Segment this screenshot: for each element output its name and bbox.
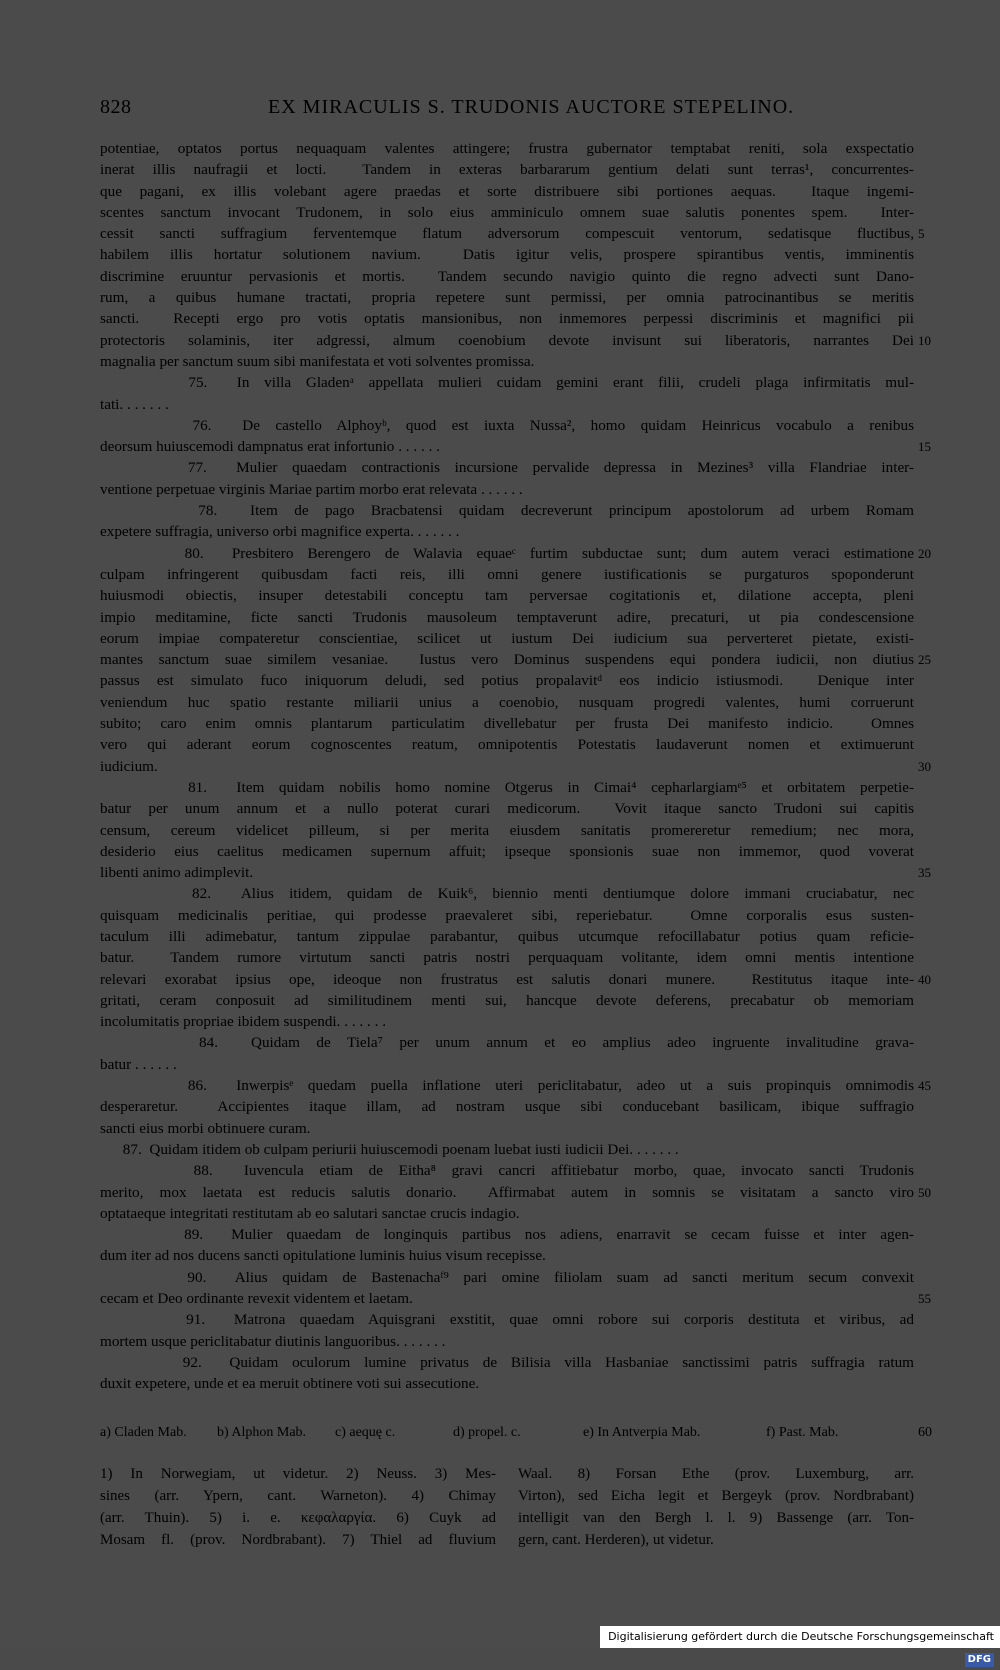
dfg-logo: DFG xyxy=(965,1653,994,1667)
text-line-content: 78. Item de pago Bracbatensi quidam decreverunt principum apostolorum ad urbem Romam xyxy=(100,502,914,520)
text-line xyxy=(100,1203,914,1224)
text-line xyxy=(100,841,914,862)
text-line-content: 88. Iuvencula etiam de Eitha⁸ gravi cancri affitiebatur morbo, quae, invocato sancti Trudonis xyxy=(100,1162,914,1180)
text-line xyxy=(100,159,914,180)
variant-note-a: a) Claden Mab. xyxy=(100,1425,187,1440)
text-line-content: magnalia per sanctum suum sibi manifestata et voti solventes promissa. xyxy=(100,352,535,370)
line-number: 20 xyxy=(918,545,931,561)
footnote-line: Mosam fl. (prov. Nordbrabant). 7) Thiel ad fluvium xyxy=(100,1532,496,1548)
footnote-line: Virton), sed Eicha legit et Bergeyk (prov. Nordbrabant) xyxy=(518,1488,914,1504)
text-line xyxy=(100,1032,914,1053)
text-line-content: desperaretur. Accipientes itaque illam, ad nostram usque sibi conducebant basilicam, ibique suffragio xyxy=(100,1098,914,1116)
text-line-content: scentes sanctum invocant Trudonem, in solo eius amminiculo omnem suae salutis ponentes spem. Inter- xyxy=(100,203,914,221)
text-line xyxy=(100,862,931,883)
text-line xyxy=(100,1139,914,1160)
text-line-content: rum, a quibus humane tractati, propria repetere sunt permissi, per omnia patrocinantibus se meritis xyxy=(100,289,914,307)
text-line-content: protectoris solaminis, iter adgressi, almum coenobium devote invisunt sui liberatoris, narrantes Dei xyxy=(100,331,914,349)
text-line-content: 84. Quidam de Tiela⁷ per unum annum et eo amplius adeo ingruente invalitudine grava- xyxy=(100,1034,914,1052)
text-line xyxy=(100,1011,914,1032)
line-number: 10 xyxy=(918,332,931,348)
text-line-content: eorum impiae compateretur conscientiae, scilicet ut iustum Dei iudicium sua perverteret pietate, existi- xyxy=(100,629,914,647)
text-line xyxy=(100,585,914,606)
variant-notes xyxy=(100,1425,932,1447)
text-line-content: duxit expetere, unde et ea meruit obtinere voti sui assecutione. xyxy=(100,1375,480,1393)
text-line xyxy=(100,223,925,244)
text-line-content: iudicium. xyxy=(100,757,158,775)
text-line xyxy=(100,564,914,585)
line-number-60: 60 xyxy=(918,1425,932,1440)
text-line xyxy=(100,457,914,478)
text-line-content: huiusmodi obiectis, insuper detestabili conceptu tam perversae cogitationis et, dilatione accepta, pleni xyxy=(100,587,914,605)
text-line-content: culpam infringerent quibusdam facti reis, illi omni genere iustificationis se purgaturos spoponderunt xyxy=(100,565,914,583)
variant-note-b: b) Alphon Mab. xyxy=(217,1425,307,1440)
text-line xyxy=(100,1331,914,1352)
text-line-content: quisquam medicinalis peritiae, qui prodesse praevaleret sibi, reperiebatur. Omne corporalis esus susten- xyxy=(100,906,914,924)
text-line-content: 86. Inwerpisᵉ quedam puella inflatione uteri periclitabatur, adeo ut a suis propinquis omnimodis xyxy=(100,1077,914,1095)
text-line-content: 81. Item quidam nobilis homo nomine Otgerus in Cimai⁴ cepharlargiamᵉ⁵ et orbitatem perpetie- xyxy=(100,778,914,796)
variant-note-c: c) aequę c. xyxy=(335,1425,396,1440)
text-line xyxy=(100,266,914,287)
digitization-footer xyxy=(600,1626,1000,1665)
line-number: 30 xyxy=(918,758,931,774)
text-line xyxy=(100,1245,914,1266)
footnote-line: sines (arr. Ypern, cant. Warneton). 4) Chimay xyxy=(100,1488,496,1504)
text-line xyxy=(100,649,931,670)
text-line-content: deorsum huiuscemodi dampnatus erat infortunio . . . . . . xyxy=(100,438,440,456)
text-line-content: ventione perpetuae virginis Mariae partim morbo erat relevata . . . . . . xyxy=(100,480,523,498)
text-line xyxy=(100,181,914,202)
text-line xyxy=(100,777,914,798)
variant-note-e: e) In Antverpia Mab. xyxy=(583,1425,701,1440)
text-line xyxy=(100,351,914,372)
footnote-line: intelligit van den Bergh l. l. 9) Bassenge (arr. Ton- xyxy=(518,1510,914,1526)
text-line xyxy=(100,905,914,926)
line-number: 45 xyxy=(918,1078,931,1094)
text-line-content: veniendum huc spatio restante miliarii unius a coenobio, nusquam progredi valentes, humi corruerunt xyxy=(100,693,914,711)
text-line-content: 75. In villa Gladenᵃ appellata mulieri cuidam gemini erant filii, crudeli plaga infirmitatis mul- xyxy=(100,374,914,392)
main-text xyxy=(100,138,931,1395)
text-line xyxy=(100,1352,914,1373)
line-number: 55 xyxy=(918,1291,931,1307)
footnote-line: (arr. Thuin). 5) i. e. κεφαλαργία. 6) Cuyk ad xyxy=(100,1510,496,1526)
text-line xyxy=(100,713,914,734)
text-line-content: batur . . . . . . xyxy=(100,1055,177,1073)
text-line xyxy=(100,947,914,968)
text-line xyxy=(100,436,931,457)
text-line xyxy=(100,1118,914,1139)
text-line-content: habilem illis hortatur solutionem navium. Datis igitur velis, prospere spirantibus ventis, imminentis xyxy=(100,246,914,264)
text-line xyxy=(100,1182,931,1203)
text-line xyxy=(100,202,914,223)
text-line xyxy=(100,500,914,521)
text-line xyxy=(100,756,931,777)
text-line xyxy=(100,607,914,628)
text-line xyxy=(100,479,914,500)
text-line xyxy=(100,521,914,542)
text-line xyxy=(100,330,931,351)
text-line-content: 77. Mulier quaedam contractionis incursione pervalide depressa in Mezines³ villa Flandriae inter- xyxy=(100,459,914,477)
text-line-content: 80. Presbitero Berengero de Walavia equaeᶜ furtim subductae sunt; dum autem veraci estimatione xyxy=(100,544,914,562)
text-line-content: sancti eius morbi obtinuere curam. xyxy=(100,1119,311,1137)
text-line-content: libenti animo adimplevit. xyxy=(100,864,254,882)
text-line-content: 87. Quidam itidem ob culpam periurii huiuscemodi poenam luebat iusti iudicii Dei. . . . . . . xyxy=(100,1140,679,1158)
text-line xyxy=(100,1160,914,1181)
text-line xyxy=(100,372,914,393)
text-line-content: 76. De castello Alphoyᵇ, quod est iuxta Nussa², homo quidam Heinricus vocabulo a renibus xyxy=(100,416,914,434)
text-line xyxy=(100,138,914,159)
text-line xyxy=(100,394,914,415)
text-line-content: 92. Quidam oculorum lumine privatus de Bilisia villa Hasbaniae sanctissimi patris suffragia ratum xyxy=(100,1353,914,1371)
text-line xyxy=(100,543,931,564)
text-line-content: batur. Tandem rumore virtutum sancti patris nostri perquaquam volitante, idem omni mentis intentione xyxy=(100,949,914,967)
text-line xyxy=(100,1075,931,1096)
footnotes-left-column xyxy=(100,1463,496,1551)
page-number: 828 xyxy=(100,96,132,118)
text-line xyxy=(100,244,914,265)
text-line xyxy=(100,883,914,904)
text-line xyxy=(100,1096,914,1117)
text-line-content: impio meditamine, ficte sancti Trudonis mausoleum temptaverunt adire, precaturi, ut pia condescensione xyxy=(100,608,914,626)
text-line xyxy=(100,734,914,755)
text-line-content: discrimine eruuntur pervasionis et mortis. Tandem secundo navigio quinto die regno advecti sunt Dano- xyxy=(100,267,914,285)
text-line xyxy=(100,926,914,947)
footnotes-right-column xyxy=(518,1463,914,1551)
text-line-content: batur per unum annum et a nullo poterat curari medicorum. Vovit itaque sancto Trudoni sui capitis xyxy=(100,800,914,818)
line-number: 25 xyxy=(918,652,931,668)
footnote-line: 1) In Norwegiam, ut videtur. 2) Neuss. 3) Mes- xyxy=(100,1466,496,1482)
text-line xyxy=(100,990,914,1011)
line-number: 35 xyxy=(918,865,931,881)
text-line-content: cessit sancti suffragium ferventemque flatum adversorum compescuit ventorum, sedatisque fluctibus, xyxy=(100,225,914,243)
text-line-content: desiderio eius caelitus medicamen supernum affuit; ipseque sponsionis suae non immemor, quod voverat xyxy=(100,842,914,860)
footnote-line: Waal. 8) Forsan Ethe (prov. Luxemburg, arr. xyxy=(518,1466,914,1482)
text-line-content: tati. . . . . . . xyxy=(100,395,169,413)
text-line xyxy=(100,415,914,436)
footer-text: Digitalisierung gefördert durch die Deutsche Forschungsgemeinschaft xyxy=(608,1630,994,1643)
text-line xyxy=(100,1224,914,1245)
text-line-content: optataeque integritati restitutam ab eo salutari sanctae crucis indagio. xyxy=(100,1204,520,1222)
text-line-content: subito; caro enim omnis plantarum particulatim divellebatur per frusta Dei manifesto indicio. Omnes xyxy=(100,715,914,733)
text-line-content: vero qui aderant eorum cognoscentes reatum, omnipotentis Potestatis laudaverunt nomen et extimuerunt xyxy=(100,736,914,754)
text-line xyxy=(100,798,914,819)
text-line-content: inerat illis naufragii et locti. Tandem in exteras barbararum gentium delati sunt terras¹, concurrentes- xyxy=(100,161,914,179)
line-number: 50 xyxy=(918,1184,931,1200)
text-line-content: que pagani, ex illis volebant agere praedas et sorte distribuere sibi portiones aequas. Itaque ingemi- xyxy=(100,182,914,200)
text-line-content: 91. Matrona quaedam Aquisgrani exstitit, quae omni robore sui corporis destituta et viribus, ad xyxy=(100,1311,914,1329)
text-line-content: mortem usque periclitabatur diutinis languoribus. . . . . . . xyxy=(100,1332,446,1350)
text-line xyxy=(100,820,914,841)
text-line-content: censum, cereum videlicet pilleum, si per merita eiusdem sanitatis promereretur remedium; nec mora, xyxy=(100,821,914,839)
text-line xyxy=(100,628,914,649)
text-line xyxy=(100,1054,914,1075)
text-line xyxy=(100,1309,914,1330)
text-line-content: incolumitatis propriae ibidem suspendi. . . . . . . xyxy=(100,1013,386,1031)
footnote-line: gern, cant. Herderen), ut videtur. xyxy=(518,1532,714,1548)
variant-note-d: d) propel. c. xyxy=(453,1425,521,1440)
text-line xyxy=(100,1267,914,1288)
text-line xyxy=(100,1288,931,1309)
text-line xyxy=(100,969,931,990)
text-line-content: taculum illi adimebatur, tantum zippulae parabantur, quibus utcumque refocillabatur potius quam reficie- xyxy=(100,927,914,945)
text-line-content: 89. Mulier quaedam de longinquis partibus nos adiens, enarravit se cecam fuisse et inter agen- xyxy=(100,1226,914,1244)
text-line-content: merito, mox laetata est reducis salutis donario. Affirmabat autem in somnis se visitatam a sancto viro xyxy=(100,1183,914,1201)
text-line-content: sancti. Recepti ergo pro votis optatis mansionibus, non inmemores perpessi discriminis et magnifici pii xyxy=(100,310,914,328)
variant-note-f: f) Past. Mab. xyxy=(766,1425,839,1440)
text-line xyxy=(100,287,914,308)
text-line-content: mantes sanctum suae similem vesaniae. Iustus vero Dominus suspendens equi pondera iudicii, non diutius xyxy=(100,651,914,669)
running-title: EX MIRACULIS S. TRUDONIS AUCTORE STEPELINO. xyxy=(268,96,795,118)
text-line xyxy=(100,692,914,713)
text-line-content: potentiae, optatos portus nequaquam valentes attingere; frustra gubernator temptabat reniti, sola exspectatio xyxy=(100,140,914,157)
text-line-content: 90. Alius quidam de Bastenachaᶠ⁹ pari omine filiolam suam ad sancti meritum secum convexit xyxy=(100,1268,914,1286)
text-line xyxy=(100,308,914,329)
text-line xyxy=(100,670,914,691)
text-line-content: gritati, ceram conposuit ad similitudinem menti sui, hancque devote deferens, precabatur ob memoriam xyxy=(100,991,914,1009)
text-line-content: 82. Alius itidem, quidam de Kuik⁶, biennio menti dentiumque dolore immani cruciabatur, nec xyxy=(100,885,914,903)
text-line xyxy=(100,1373,914,1394)
text-line-content: cecam et Deo ordinante revexit videntem et laetam. xyxy=(100,1290,413,1308)
text-line-content: passus est simulato fuco iniquorum deludi, sed potius propalavitᵈ eos indicio istiusmodi. Denique inter xyxy=(100,672,914,690)
line-number: 40 xyxy=(918,971,931,987)
line-number: 15 xyxy=(918,439,931,455)
text-line-content: expetere suffragia, universo orbi magnifice experta. . . . . . . xyxy=(100,523,460,541)
text-line-content: dum iter ad nos ducens sancti opitulatione luminis huius visum recepisse. xyxy=(100,1247,546,1265)
text-line-content: relevari exorabat ipsius ope, ideoque non frustratus est salutis donari munere. Restitutus itaque inte- xyxy=(100,970,914,988)
page-header xyxy=(100,96,914,126)
line-number: 5 xyxy=(918,226,925,242)
